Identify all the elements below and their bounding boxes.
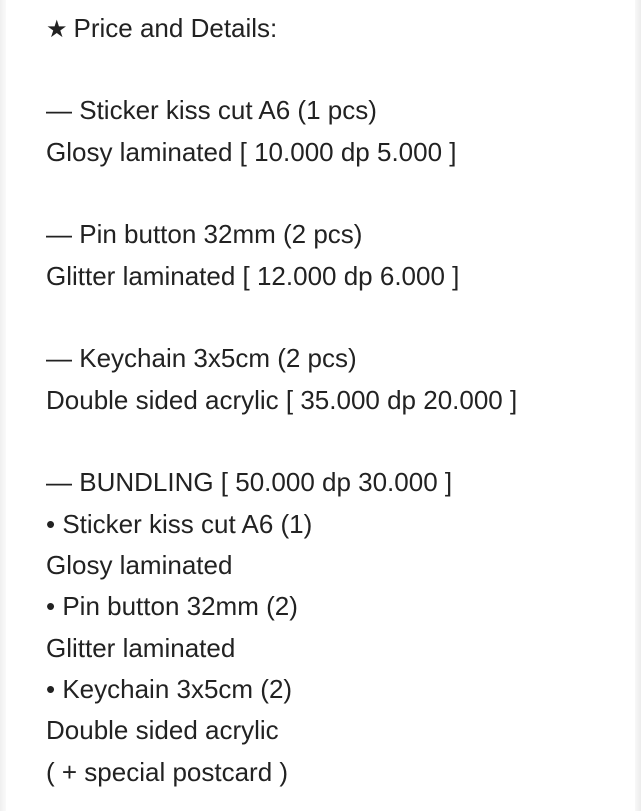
left-edge-strip xyxy=(0,0,6,811)
bundle-line: • Pin button 32mm (2) xyxy=(46,591,298,621)
bundle-line: Glosy laminated xyxy=(46,550,233,580)
bundle-line: • Keychain 3x5cm (2) xyxy=(46,674,293,704)
bundle-line: ( + special postcard ) xyxy=(46,757,289,787)
item-detail-pin-button: Glitter laminated [ 12.000 dp 6.000 ] xyxy=(46,261,460,291)
bundle-title: — BUNDLING [ 50.000 dp 30.000 ] xyxy=(46,467,453,497)
price-details-heading xyxy=(46,12,277,46)
bundle-line: • Sticker kiss cut A6 (1) xyxy=(46,509,313,539)
bundle-line: Double sided acrylic xyxy=(46,715,279,745)
item-detail-keychain: Double sided acrylic [ 35.000 dp 20.000 ] xyxy=(46,385,518,415)
heading-text: Price and Details: xyxy=(73,13,278,43)
bundle-line: Glitter laminated xyxy=(46,633,236,663)
item-detail-sticker: Glosy laminated [ 10.000 dp 5.000 ] xyxy=(46,137,457,167)
star-icon: ★ xyxy=(46,16,68,43)
item-title-keychain: — Keychain 3x5cm (2 pcs) xyxy=(46,343,357,373)
right-edge-strip xyxy=(635,0,641,811)
item-title-pin-button: — Pin button 32mm (2 pcs) xyxy=(46,219,363,249)
item-title-sticker: — Sticker kiss cut A6 (1 pcs) xyxy=(46,95,377,125)
